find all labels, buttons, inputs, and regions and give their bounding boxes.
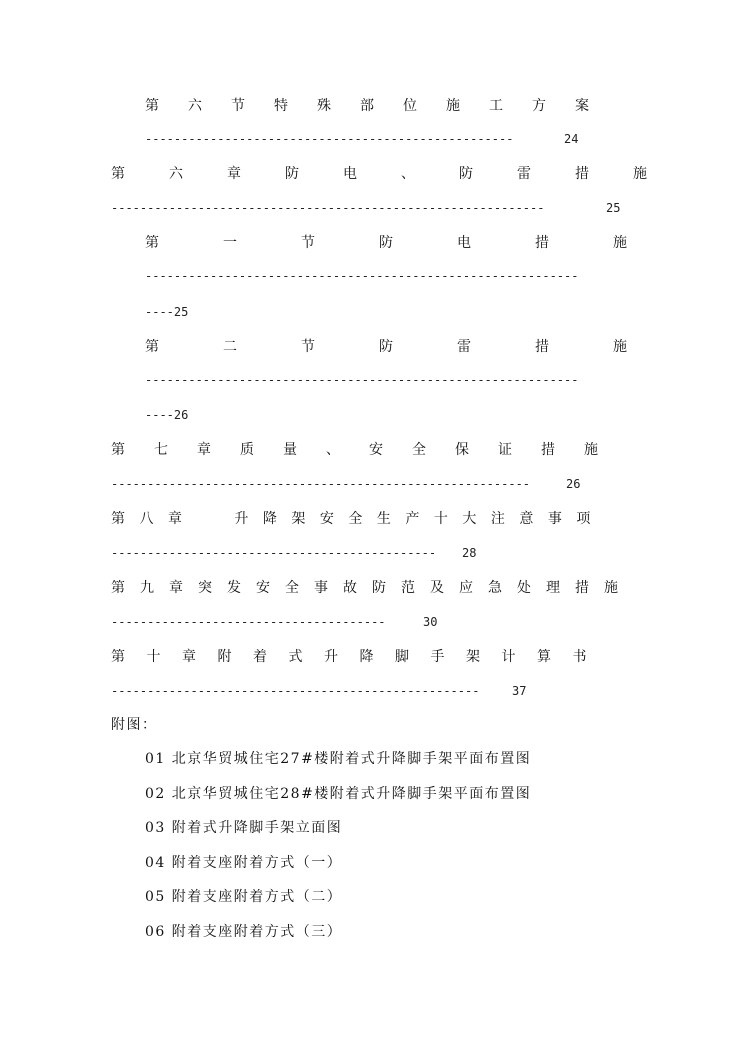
toc-title-chapter-6: 第六章防电、防雷措施 — [111, 166, 691, 182]
toc-leader: --------------------------------------------------- — [111, 684, 480, 698]
toc-title-section-1-electric: 第一节防电措施 — [145, 235, 691, 251]
appendix-item: 03 附着式升降脚手架立面图 — [145, 820, 343, 836]
appendix-item: 02 北京华贸城住宅28#楼附着式升降脚手架平面布置图 — [145, 786, 532, 802]
toc-page-line: ----26 — [145, 408, 189, 422]
toc-title-chapter-10: 第十章附着式升降脚手架计算书 — [111, 649, 608, 665]
toc-leader: ------------------------------------------------------------ — [145, 373, 579, 387]
toc-page-number: 26 — [566, 477, 581, 491]
toc-title-chapter-7: 第七章质量、安全保证措施 — [111, 442, 627, 458]
toc-leader: --------------------------------------------- — [111, 546, 437, 560]
toc-leader: --------------------------------------------------- — [145, 132, 514, 146]
toc-leader: ------------------------------------------------------------ — [145, 269, 579, 283]
toc-page-number: 28 — [462, 546, 477, 560]
appendix-item: 06 附着支座附着方式（三） — [145, 924, 343, 940]
toc-page-number: 30 — [423, 615, 438, 629]
toc-page-number: 25 — [606, 201, 621, 215]
title-text: 第六节特殊部位施工方案 — [145, 98, 618, 114]
appendix-item: 01 北京华贸城住宅27#楼附着式升降脚手架平面布置图 — [145, 751, 532, 767]
toc-title-chapter-8: 第八章 升降架安全生产十大注意事项 — [111, 511, 605, 527]
toc-page-number: 24 — [564, 132, 579, 146]
toc-title-section-6-special — [145, 96, 634, 116]
toc-title-chapter-9: 第九章突发安全事故防范及应急处理措施 — [111, 580, 633, 596]
appendix-item: 04 附着支座附着方式（一） — [145, 855, 343, 871]
toc-leader: -------------------------------------- — [111, 615, 386, 629]
toc-leader: ---------------------------------------------------------- — [111, 477, 531, 491]
toc-title-section-2-lightning: 第二节防雷措施 — [145, 339, 691, 355]
toc-page-number: 37 — [512, 684, 527, 698]
toc-page-line: ----25 — [145, 305, 189, 319]
appendix-item: 05 附着支座附着方式（二） — [145, 889, 343, 905]
appendix-heading: 附图： — [111, 717, 158, 733]
toc-leader: ------------------------------------------------------------ — [111, 201, 545, 215]
